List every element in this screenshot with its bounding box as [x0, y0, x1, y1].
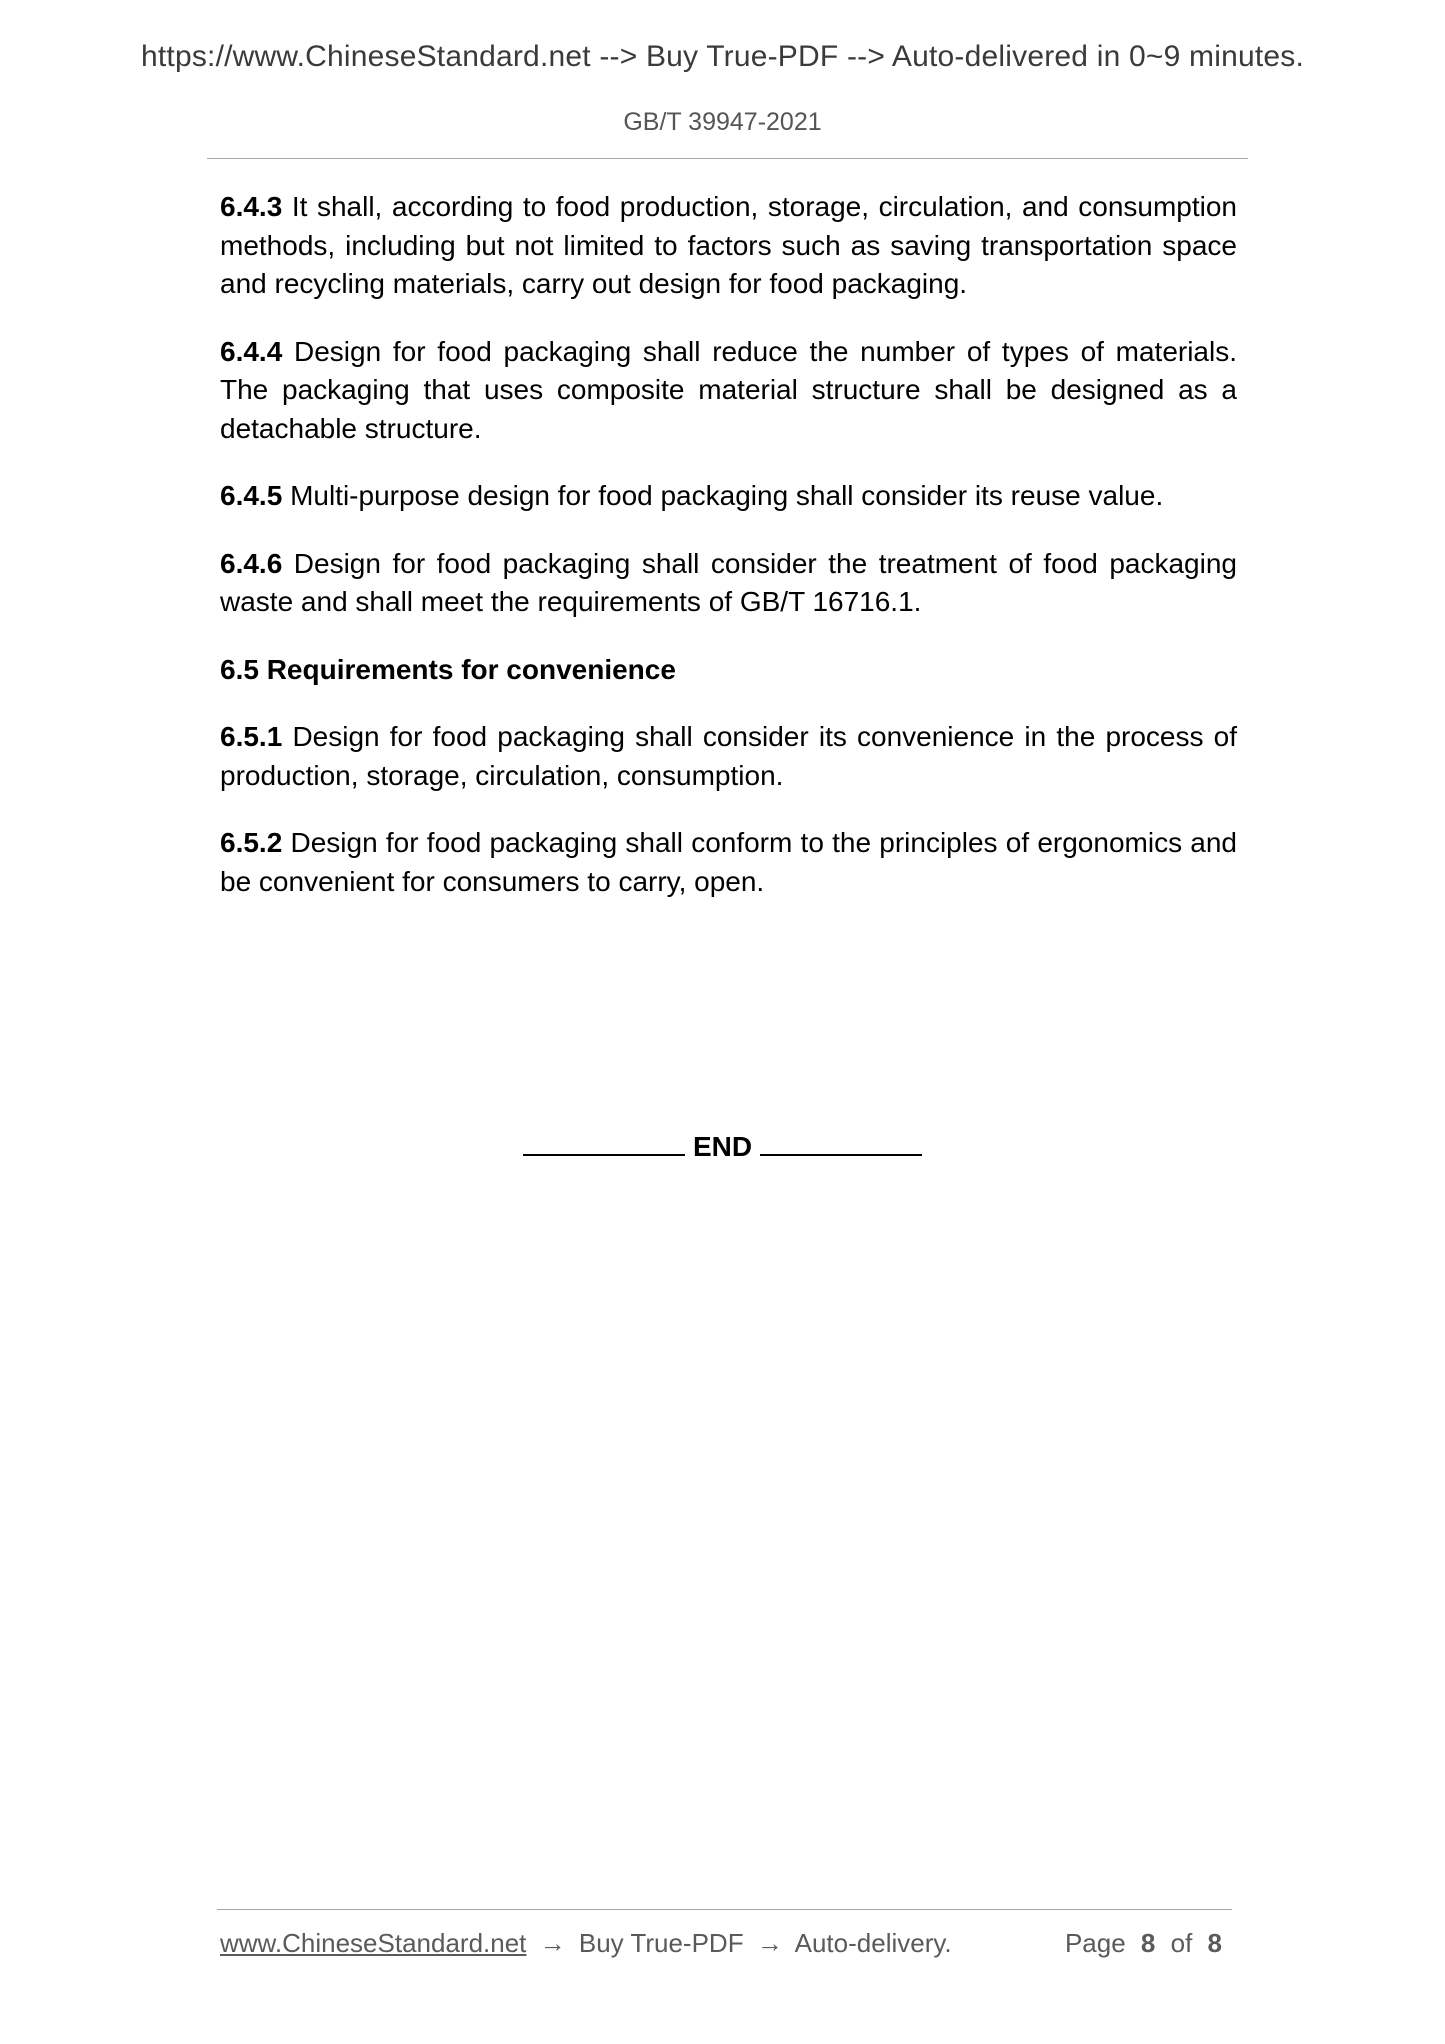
clause-6-4-4	[220, 333, 1237, 449]
footer-divider	[217, 1909, 1232, 1910]
end-label: END	[692, 1131, 753, 1162]
page-current: 8	[1140, 1928, 1156, 1958]
document-number: GB/T 39947-2021	[623, 108, 822, 136]
clause-text: Design for food packaging shall reduce the number of types of materials. The packaging that uses composite material structure shall be designed as a detachable structure.	[220, 335, 1238, 444]
header-divider	[207, 158, 1248, 159]
clause-number: 6.4.4	[220, 335, 283, 367]
clause-6-5-2	[220, 824, 1237, 901]
page-footer	[220, 1928, 1230, 1959]
clause-text: Multi-purpose design for food packaging shall consider its reuse value.	[290, 480, 1164, 511]
end-marker	[0, 1130, 1445, 1163]
site-link[interactable]: www.ChineseStandard.net	[220, 1928, 527, 1958]
page-indicator	[1065, 1928, 1230, 1959]
buy-text: Buy True-PDF	[578, 1928, 744, 1958]
page-label: Page	[1064, 1928, 1126, 1958]
clause-text: It shall, according to food production, storage, circulation, and consumption methods, including but not limited to factors such as saving transportation space and recycling materials, carry out design for food packaging.	[220, 191, 1237, 299]
page-total: 8	[1207, 1928, 1222, 1958]
arrow-right-icon: →	[756, 1928, 783, 1958]
clause-6-4-3	[220, 188, 1237, 304]
clause-text: Design for food packaging shall consider its convenience in the process of production, storage, circulation, consumption.	[220, 721, 1238, 791]
end-rule-right	[760, 1130, 922, 1156]
clause-6-4-5	[220, 477, 1237, 516]
clause-number: 6.4.6	[220, 547, 283, 579]
clause-number: 6.4.5	[220, 480, 283, 511]
clause-text: Design for food packaging shall consider the treatment of food packaging waste and shall meet the requirements of GB/T 16716.1.	[220, 547, 1237, 617]
clause-6-5-1	[220, 718, 1237, 795]
of-label: of	[1170, 1928, 1193, 1958]
clause-number: 6.5.1	[220, 721, 283, 752]
end-rule-left	[523, 1130, 685, 1156]
clause-number: 6.4.3	[220, 191, 283, 222]
clause-number: 6.5.2	[220, 827, 283, 858]
delivery-text: Auto-delivery.	[794, 1928, 952, 1958]
clause-text: Design for food packaging shall conform to the principles of ergonomics and be convenient for consumers to carry, open.	[220, 827, 1238, 897]
arrow-right-icon: →	[539, 1928, 566, 1958]
clause-6-4-6	[220, 545, 1237, 622]
top-banner: https://www.ChineseStandard.net --> Buy True-PDF --> Auto-delivered in 0~9 minutes.	[141, 40, 1304, 73]
document-body	[220, 188, 1237, 930]
section-heading-6-5: 6.5 Requirements for convenience	[220, 653, 676, 685]
